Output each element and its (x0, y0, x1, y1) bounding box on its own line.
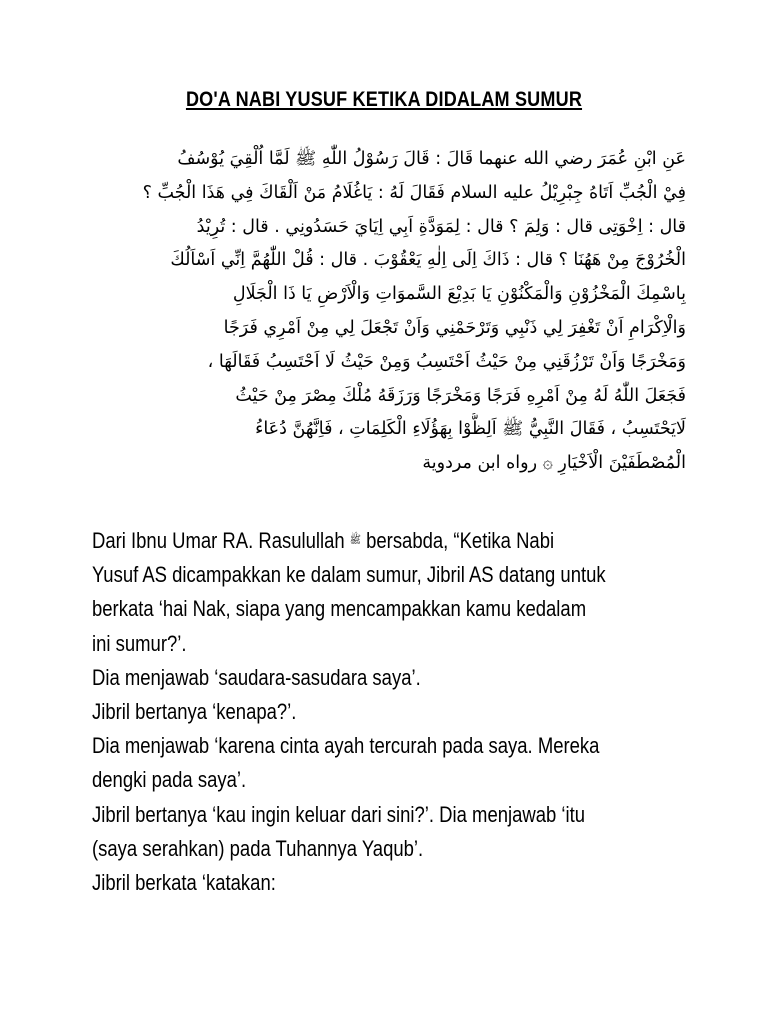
translation-segment: Dari Ibnu Umar RA. Rasulullah (92, 528, 350, 553)
translation-line: (saya serahkan) pada Tuhannya Yaqub’. (92, 835, 424, 861)
arabic-line: وَالْاِكْرَامِ اَنْ تَغْفِرَ لِي ذَنْبِي وَتَرْحَمْنِي وَاَنْ تَجْعَلَ لِي مِنْ اَمْرِي فَرَجًا (223, 317, 686, 338)
translation-line: Jibril bertanya ‘kenapa?’. (92, 699, 297, 725)
translation-line: Yusuf AS dicampakkan ke dalam sumur, Jibril AS datang untuk (92, 562, 606, 588)
translation-line: ini sumur?’. (92, 630, 187, 656)
page-title: DO'A NABI YUSUF KETIKA DIDALAM SUMUR (185, 88, 583, 111)
translation-line: Jibril bertanya ‘kau ingin keluar dari sini?’. Dia menjawab ‘itu (92, 801, 586, 827)
translation-line: Jibril berkata ‘katakan: (92, 870, 276, 896)
translation-text (92, 523, 692, 900)
arabic-line: الْخُرُوْجَ مِنْ هَهُنَا ؟ قال : ذَاكَ اِلَى اِلٰهِ يَعْقُوْبَ . قال : قُلْ اللّٰهُمَّ اِنِّي اَسْاَلُكَ (170, 250, 686, 271)
translation-line: berkata ‘hai Nak, siapa yang mencampakkan kamu kedalam (92, 596, 587, 622)
arabic-line: عَنِ ابْنِ عُمَرَ رضي الله عنهما قَالَ : قَالَ رَسُوْلُ اللّٰهِ ﷺ لَمَّا اُلْقِيَ يُوْسُفُ (177, 149, 686, 169)
arabic-line: قال : اِخْوَتِى قال : وَلِمَ ؟ قال : لِمَوَدَّةِ اَبِي اِيَايَ حَسَدُونِي . قال : تُرِيْدُ (196, 216, 686, 237)
arabic-line: الْمُصْطَفَيْنَ الْاَخْيَارِ ۞ رواه ابن مردوية (422, 453, 686, 474)
translation-line: Dia menjawab ‘saudara-sasudara saya’. (92, 664, 421, 690)
arabic-line: فَجَعَلَ اللّٰهُ لَهُ مِنْ اَمْرِهِ فَرَجًا وَمَخْرَجًا وَرَزَقَهُ مُلْكَ مِصْرَ مِنْ حَيْثُ (235, 385, 686, 406)
honorific-glyph: ﷺ (349, 533, 361, 546)
translation-line: dengki pada saya’. (92, 767, 247, 793)
translation-line (92, 523, 692, 558)
arabic-line: لَايَحْتَسِبُ ، فَقَالَ النَّبِيُّ ﷺ اَلِظُّوْا بِهَؤُلَاءِ الْكَلِمَاتِ ، فَاِنَّهُنَّ دُعَاءُ (255, 419, 686, 440)
arabic-line: بِاسْمِكَ الْمَخْزُوْنِ وَالْمَكْنُوْنِ يَا بَدِيْعَ السَّموَاتِ وَالْاَرْضِ يَا ذَا الْجَلَالِ (232, 284, 686, 305)
arabic-line: وَمَخْرَجًا وَاَنْ تَرْزُقَنِي مِنْ حَيْثُ اَحْتَسِبُ وَمِنْ حَيْثُ لَا اَحْتَسِبُ فَقَالَهَا ، (207, 351, 686, 372)
translation-segment: bersabda, “Ketika Nabi (360, 528, 555, 553)
translation-line: Dia menjawab ‘karena cinta ayah tercurah pada saya. Mereka (92, 733, 600, 759)
arabic-hadith-text (86, 143, 686, 481)
arabic-line: فِيْ الْجُبِّ اَتَاهُ جِبْرِيْلُ عليه السلام فَقَالَ لَهُ : يَاغُلَامُ مَنْ اَلْقَاكَ فِي هَذَا الْجُبِّ ؟ (142, 182, 686, 203)
